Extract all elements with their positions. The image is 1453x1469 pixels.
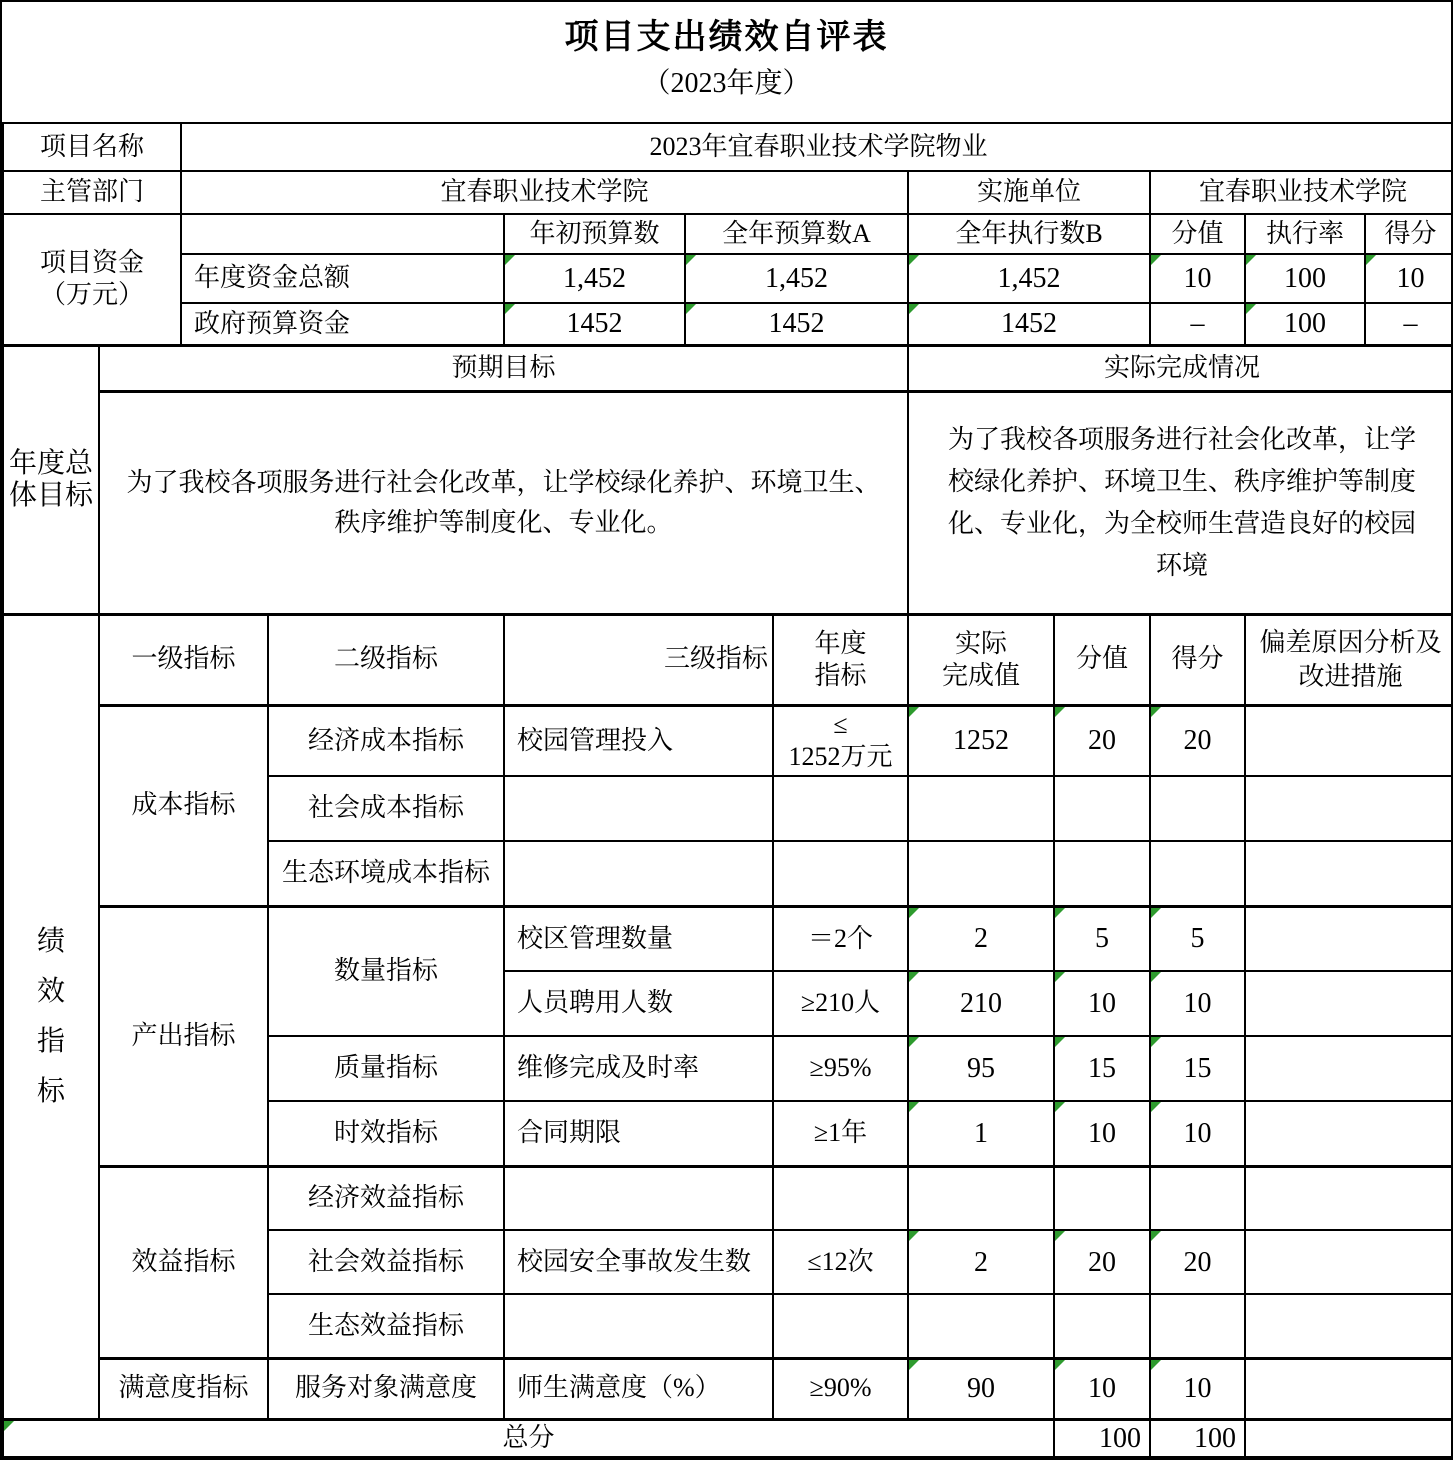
l2-indicator-cell: 经济成本指标 <box>268 705 504 776</box>
funds-total-row <box>3 254 1453 303</box>
green-corner-icon <box>909 1102 919 1112</box>
header-deviation: 偏差原因分析及 改进措施 <box>1245 614 1453 705</box>
funds-blank-header <box>181 214 504 254</box>
score-cell: 10 <box>1054 1358 1150 1419</box>
deviation-cell <box>1245 705 1453 776</box>
points-cell <box>1150 1166 1245 1230</box>
deviation-cell <box>1245 776 1453 841</box>
department-row <box>3 171 1453 214</box>
score-cell <box>1054 776 1150 841</box>
actual-value-cell: 90 <box>908 1358 1054 1419</box>
score-cell <box>1054 841 1150 906</box>
l2-indicator-cell: 生态环境成本指标 <box>268 841 504 906</box>
green-corner-icon <box>1055 1231 1065 1241</box>
points-cell: 15 <box>1150 1036 1245 1101</box>
points-cell: 5 <box>1150 906 1245 971</box>
funds-value: 1,452 <box>685 254 908 303</box>
annual-target-cell: ≥90% <box>773 1358 908 1419</box>
actual-value-cell: 95 <box>908 1036 1054 1101</box>
green-corner-icon <box>1151 908 1161 918</box>
form-title: 项目支出绩效自评表 <box>564 19 889 56</box>
actual-value-cell: 1252 <box>908 705 1054 776</box>
total-points: 100 <box>1150 1419 1245 1457</box>
green-corner-icon <box>1151 1037 1161 1047</box>
indicator-header-row <box>3 614 1453 705</box>
total-deviation-cell <box>1245 1419 1453 1457</box>
annual-target-cell: ≥95% <box>773 1036 908 1101</box>
green-corner-icon <box>1151 1102 1161 1112</box>
green-corner-icon <box>1055 1037 1065 1047</box>
l2-indicator-cell: 经济效益指标 <box>268 1166 504 1230</box>
green-corner-icon <box>909 304 919 314</box>
l2-indicator-cell: 时效指标 <box>268 1101 504 1166</box>
funds-col-initial-budget: 年初预算数 <box>504 214 685 254</box>
funds-gov-row <box>3 303 1453 345</box>
funds-value: 1452 <box>685 303 908 345</box>
l2-indicator-cell: 服务对象满意度 <box>268 1358 504 1419</box>
green-corner-icon <box>1055 1102 1065 1112</box>
impl-unit-label: 实施单位 <box>908 171 1150 214</box>
header-l2: 二级指标 <box>268 614 504 705</box>
actual-value-cell: 1 <box>908 1101 1054 1166</box>
annual-target-cell: ≥1年 <box>773 1101 908 1166</box>
green-corner-icon <box>1246 304 1256 314</box>
actual-value-cell <box>908 1294 1054 1358</box>
annual-target-cell <box>773 841 908 906</box>
annual-target-cell: ≤12次 <box>773 1230 908 1294</box>
green-corner-icon <box>1151 1231 1161 1241</box>
funds-row-label: 年度资金总额 <box>181 254 504 303</box>
goal-header-row <box>3 345 1453 391</box>
green-corner-icon <box>909 1360 919 1370</box>
green-corner-icon <box>1246 255 1256 265</box>
l3-indicator-cell: 合同期限 <box>504 1101 773 1166</box>
header-l3: 三级指标 <box>504 614 773 705</box>
actual-value-cell: 2 <box>908 1230 1054 1294</box>
annual-target-cell <box>773 776 908 841</box>
green-corner-icon <box>909 1231 919 1241</box>
green-corner-icon <box>1055 908 1065 918</box>
green-corner-icon <box>909 972 919 982</box>
actual-value-cell <box>908 1166 1054 1230</box>
actual-value-cell <box>908 841 1054 906</box>
l3-indicator-cell: 校区管理数量 <box>504 906 773 971</box>
project-name-row <box>3 123 1453 171</box>
funds-col-points: 得分 <box>1365 214 1453 254</box>
green-corner-icon <box>505 304 515 314</box>
funds-value: 1,452 <box>908 254 1150 303</box>
score-cell: 10 <box>1054 1101 1150 1166</box>
annual-target-cell: ＝2个 <box>773 906 908 971</box>
points-cell: 10 <box>1150 1101 1245 1166</box>
goal-actual-text: 为了我校各项服务进行社会化改革，让学校绿化养护、环境卫生、秩序维护等制度化、专业化，为全校师生营造良好的校园环境 <box>908 391 1453 614</box>
deviation-cell <box>1245 1230 1453 1294</box>
header-annual-target: 年度 指标 <box>773 614 908 705</box>
l3-indicator-cell <box>504 1294 773 1358</box>
header-actual-value: 实际 完成值 <box>908 614 1054 705</box>
l3-indicator-cell <box>504 776 773 841</box>
total-row <box>3 1419 1453 1457</box>
deviation-cell <box>1245 1036 1453 1101</box>
green-corner-icon <box>686 255 696 265</box>
points-cell <box>1150 776 1245 841</box>
score-cell: 10 <box>1054 971 1150 1036</box>
l2-indicator-cell: 数量指标 <box>268 906 504 1036</box>
score-cell <box>1054 1294 1150 1358</box>
l3-indicator-cell <box>504 1166 773 1230</box>
score-cell <box>1054 1166 1150 1230</box>
l2-indicator-cell: 生态效益指标 <box>268 1294 504 1358</box>
l1-satisfaction-label: 满意度指标 <box>99 1358 268 1419</box>
green-corner-icon <box>909 908 919 918</box>
goal-actual-header: 实际完成情况 <box>908 345 1453 391</box>
score-cell: 20 <box>1054 1230 1150 1294</box>
green-corner-icon <box>1151 972 1161 982</box>
l1-cost-label: 成本指标 <box>99 705 268 906</box>
green-corner-icon <box>1055 1360 1065 1370</box>
funds-col-score: 分值 <box>1150 214 1245 254</box>
indicator-row <box>3 1358 1453 1419</box>
l3-indicator-cell: 校园安全事故发生数 <box>504 1230 773 1294</box>
annual-target-cell <box>773 1166 908 1230</box>
green-corner-icon <box>909 255 919 265</box>
total-label: 总分 <box>3 1419 1054 1457</box>
points-cell <box>1150 841 1245 906</box>
funds-col-exec-rate: 执行率 <box>1245 214 1365 254</box>
green-corner-icon <box>1151 1360 1161 1370</box>
l2-indicator-cell: 社会成本指标 <box>268 776 504 841</box>
dept-label: 主管部门 <box>3 171 181 214</box>
funds-value: 1452 <box>504 303 685 345</box>
header-score: 分值 <box>1054 614 1150 705</box>
green-corner-icon <box>1366 255 1376 265</box>
funds-value: 1,452 <box>504 254 685 303</box>
self-evaluation-table <box>2 122 1453 1458</box>
form-year-subtitle: （2023年度） <box>642 68 811 99</box>
l3-indicator-cell: 人员聘用人数 <box>504 971 773 1036</box>
funds-group-label: 项目资金 （万元） <box>3 214 181 345</box>
l3-indicator-cell <box>504 841 773 906</box>
deviation-cell <box>1245 841 1453 906</box>
l3-indicator-cell: 校园管理投入 <box>504 705 773 776</box>
l3-indicator-cell: 维修完成及时率 <box>504 1036 773 1101</box>
project-name-value: 2023年宜春职业技术学院物业 <box>181 123 1453 171</box>
green-corner-icon <box>1055 707 1065 717</box>
perf-section-label: 绩 效 指 标 <box>3 614 99 1419</box>
goal-body-row <box>3 391 1453 614</box>
green-corner-icon <box>909 707 919 717</box>
funds-points: 10 <box>1365 254 1453 303</box>
total-score: 100 <box>1054 1419 1150 1457</box>
deviation-cell <box>1245 906 1453 971</box>
funds-row-label: 政府预算资金 <box>181 303 504 345</box>
green-corner-icon <box>1055 972 1065 982</box>
goal-expected-text: 为了我校各项服务进行社会化改革，让学校绿化养护、环境卫生、秩序维护等制度化、专业化。 <box>99 391 908 614</box>
l1-output-label: 产出指标 <box>99 906 268 1166</box>
indicator-row <box>3 1166 1453 1230</box>
funds-col-annual-exec: 全年执行数B <box>908 214 1150 254</box>
funds-col-annual-budget: 全年预算数A <box>685 214 908 254</box>
funds-value: 1452 <box>908 303 1150 345</box>
annual-target-cell: ≥210人 <box>773 971 908 1036</box>
funds-score: 10 <box>1150 254 1245 303</box>
annual-target-cell <box>773 1294 908 1358</box>
deviation-cell <box>1245 971 1453 1036</box>
funds-header-row <box>3 214 1453 254</box>
actual-value-cell <box>908 776 1054 841</box>
green-corner-icon <box>505 255 515 265</box>
l2-indicator-cell: 质量指标 <box>268 1036 504 1101</box>
funds-points: – <box>1365 303 1453 345</box>
deviation-cell <box>1245 1166 1453 1230</box>
actual-value-cell: 2 <box>908 906 1054 971</box>
project-name-label: 项目名称 <box>3 123 181 171</box>
deviation-cell <box>1245 1358 1453 1419</box>
title-block <box>2 2 1451 122</box>
funds-score: – <box>1150 303 1245 345</box>
annual-target-cell: ≤ 1252万元 <box>773 705 908 776</box>
green-corner-icon <box>1151 255 1161 265</box>
funds-exec-rate: 100 <box>1245 303 1365 345</box>
points-cell <box>1150 1294 1245 1358</box>
indicator-row <box>3 705 1453 776</box>
green-corner-icon <box>4 1421 14 1431</box>
actual-value-cell: 210 <box>908 971 1054 1036</box>
l1-benefit-label: 效益指标 <box>99 1166 268 1358</box>
points-cell: 10 <box>1150 971 1245 1036</box>
indicator-row <box>3 906 1453 971</box>
header-points: 得分 <box>1150 614 1245 705</box>
deviation-cell <box>1245 1101 1453 1166</box>
points-cell: 20 <box>1150 1230 1245 1294</box>
green-corner-icon <box>909 1037 919 1047</box>
score-cell: 5 <box>1054 906 1150 971</box>
points-cell: 20 <box>1150 705 1245 776</box>
dept-value: 宜春职业技术学院 <box>181 171 908 214</box>
header-l1: 一级指标 <box>99 614 268 705</box>
green-corner-icon <box>686 304 696 314</box>
funds-exec-rate: 100 <box>1245 254 1365 303</box>
goal-expected-header: 预期目标 <box>99 345 908 391</box>
score-cell: 15 <box>1054 1036 1150 1101</box>
l3-indicator-cell: 师生满意度（%） <box>504 1358 773 1419</box>
points-cell: 10 <box>1150 1358 1245 1419</box>
impl-unit-value: 宜春职业技术学院 <box>1150 171 1453 214</box>
goal-row-label: 年度总 体目标 <box>3 345 99 614</box>
green-corner-icon <box>1151 707 1161 717</box>
score-cell: 20 <box>1054 705 1150 776</box>
deviation-cell <box>1245 1294 1453 1358</box>
l2-indicator-cell: 社会效益指标 <box>268 1230 504 1294</box>
